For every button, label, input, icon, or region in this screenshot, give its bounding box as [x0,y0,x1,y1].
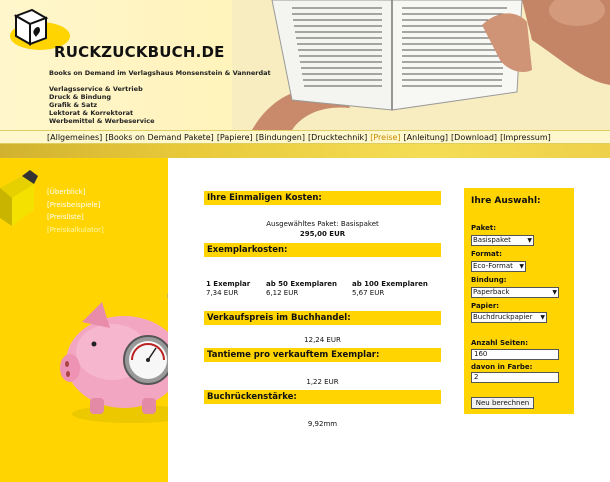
services-list [49,85,154,125]
spine-value: 9,92mm [307,420,338,428]
nav-preise[interactable]: [Preise] [370,132,401,142]
bindung-value: Paperback [473,288,510,296]
service-item: Grafik & Satz [49,101,98,109]
nav-drucktechnik[interactable]: [Drucktechnik] [308,132,368,142]
chevron-down-icon: ▼ [519,263,524,270]
copy-cost-label: 1 Exemplar [206,280,251,288]
pages-input[interactable]: 160 [471,349,559,360]
papier-label: Papier: [471,302,500,310]
once-costs-heading: Ihre Einmaligen Kosten: [204,191,441,205]
bindung-select[interactable] [471,287,559,298]
color-pages-label: davon in Farbe: [471,363,533,371]
retail-price-value: 12,24 EUR [304,336,341,344]
nav-download[interactable]: [Download] [451,132,498,142]
chevron-down-icon: ▼ [540,314,545,321]
chevron-down-icon: ▼ [552,289,557,296]
subnav-preisbeispiele[interactable]: [Preisbeispiele] [47,200,101,209]
paket-select[interactable] [471,235,534,246]
nav-allgemeines[interactable]: [Allgemeines] [47,132,103,142]
papier-value: Buchdruckpapier [473,313,533,321]
chevron-down-icon: ▼ [527,237,532,244]
selection-title: Ihre Auswahl: [471,196,541,206]
brand-name[interactable]: RUCKZUCKBUCH.DE [54,43,225,61]
copy-cost-1 [206,280,250,298]
package-price: 295,00 EUR [299,230,346,238]
color-pages-input[interactable]: 2 [471,372,559,383]
subnav-preisliste[interactable]: [Preisliste] [47,213,84,221]
sub-navigation [47,186,104,236]
header [0,0,610,130]
highlighter-icon [0,166,40,236]
paket-value: Basispaket [473,236,511,244]
top-navigation [0,130,610,144]
pages-label: Anzahl Seiten: [471,339,529,347]
copy-cost-100 [352,280,428,298]
copy-costs-heading: Exemplarkosten: [204,243,441,257]
format-select[interactable] [471,261,526,272]
copy-cost-price: 7,34 EUR [206,289,239,297]
format-value: Eco-Format [473,262,513,270]
recalculate-button[interactable]: Neu berechnen [471,397,534,409]
nav-anleitung[interactable]: [Anleitung] [403,132,449,142]
format-label: Format: [471,250,502,258]
subnav-ueberblick[interactable]: [Überblick] [47,188,86,196]
nav-impressum[interactable]: [Impressum] [500,132,551,142]
service-item: Lektorat & Korrektorat [49,109,134,117]
service-item: Werbemittel & Werbeservice [49,117,155,125]
copy-cost-price: 5,67 EUR [352,289,385,297]
bindung-label: Bindung: [471,276,507,284]
decorative-band [0,144,610,158]
paket-label: Paket: [471,224,497,232]
book-photo [232,0,610,130]
package-line: Ausgewähltes Paket: Basispaket [266,220,379,228]
subnav-preiskalkulator[interactable]: [Preiskalkulator] [47,225,104,234]
spine-heading: Buchrückenstärke: [204,390,441,404]
service-item: Verlagsservice & Vertrieb [49,85,143,93]
royalty-heading: Tantieme pro verkauftem Exemplar: [204,348,441,362]
royalty-value: 1,22 EUR [306,378,339,386]
nav-bindungen[interactable]: [Bindungen] [255,132,305,142]
copy-cost-50 [266,280,337,298]
copy-cost-label: ab 100 Exemplaren [352,280,428,288]
copy-cost-price: 6,12 EUR [266,289,299,297]
nav-pakete[interactable]: [Books on Demand Pakete] [105,132,214,142]
retail-price-heading: Verkaufspreis im Buchhandel: [204,311,441,325]
papier-select[interactable] [471,312,547,323]
tagline: Books on Demand im Verlagshaus Monsenstein & Vannerdat [49,69,271,77]
service-item: Druck & Bindung [49,93,111,101]
copy-cost-label: ab 50 Exemplaren [266,280,338,288]
nav-papiere[interactable]: [Papiere] [216,132,253,142]
